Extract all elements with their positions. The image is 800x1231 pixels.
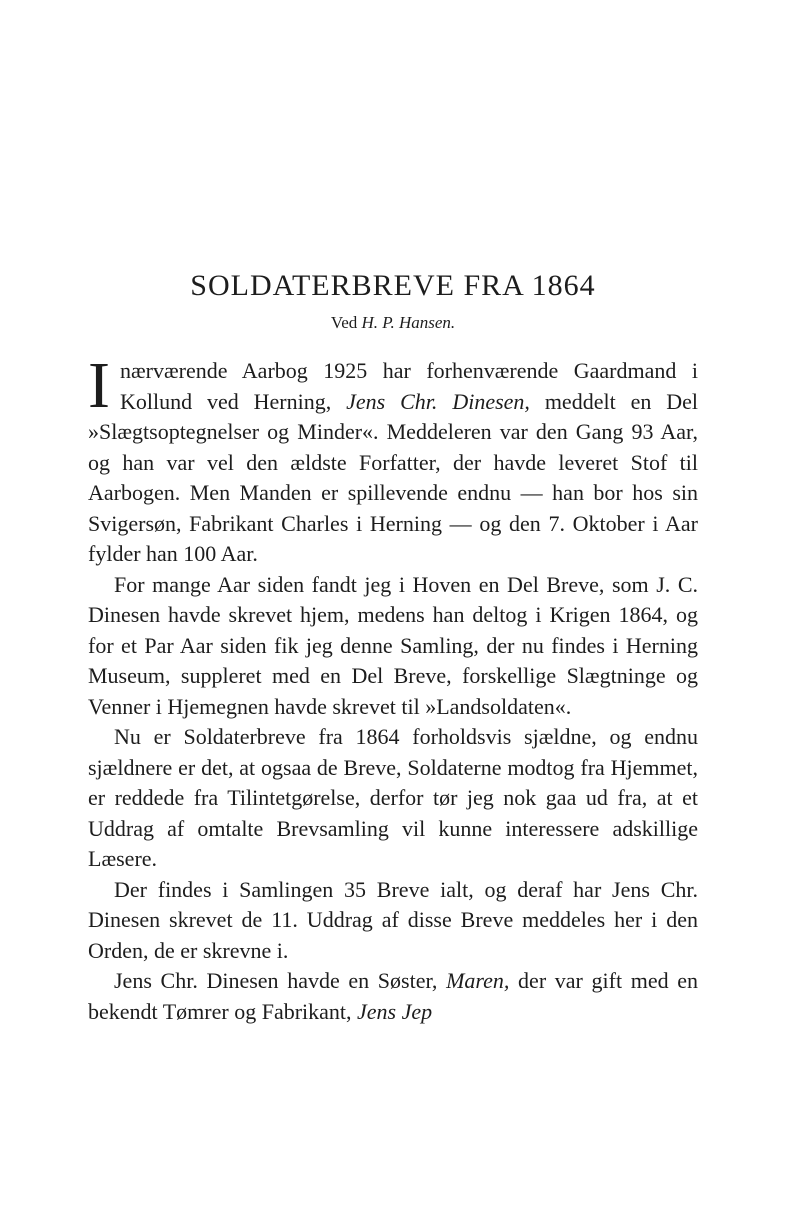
paragraph-5-name-2: Jens Jep (357, 998, 433, 1024)
paragraph-5-text-a: Jens Chr. Dinesen havde en Søster, (114, 968, 447, 993)
byline-author: H. P. Hansen. (361, 313, 456, 332)
document-page (88, 268, 698, 1027)
paragraph-3: Nu er Soldaterbreve fra 1864 forholdsvis sjældne, og endnu sjældnere er det, at ogsaa de Breve, Soldaterne modtog fra Hjemmet, er reddede fra Tilintetgørelse, derfor tør jeg nok gaa ud fra, at et Uddrag af omtalte Brevsamling vil kunne interessere adskillige Læsere. (88, 724, 698, 871)
paragraph-1-text-b: meddelt en Del »Slægtsoptegnelser og Minder«. Meddeleren var den Gang 93 Aar, og han var vel den ældste Forfatter, der havde leveret Stof til Aarbogen. Men Manden er spillevende endnu — han bor hos sin Svigersøn, Fabrikant Charles i Herning — og den 7. Oktober i Aar fylder han 100 Aar. (88, 388, 699, 566)
paragraph-5-text-b: der var gift med en bekendt Tømrer og Fabrikant, (88, 968, 699, 1024)
drop-cap: I (88, 349, 110, 422)
byline-prefix: Ved (330, 313, 358, 332)
article-byline (88, 312, 698, 334)
paragraph-5 (88, 966, 698, 1027)
paragraph-1-text-a: nærværende Aarbog 1925 har forhenværende Gaardmand i Kollund ved Herning, (119, 358, 698, 414)
paragraph-1-name: Jens Chr. Dinesen, (346, 388, 530, 414)
article-title: SOLDATERBREVE FRA 1864 (190, 269, 596, 302)
paragraph-5-name-1: Maren, (446, 968, 510, 993)
paragraph-2: For mange Aar siden fandt jeg i Hoven en Del Breve, som J. C. Dinesen havde skrevet hjem, medens han deltog i Krigen 1864, og for et Par Aar siden fik jeg denne Samling, der nu findes i Herning Museum, suppleret med en Del Breve, forskellige Slægtninge og Venner i Hjemegnen havde skrevet til »Landsoldaten«. (88, 571, 698, 719)
paragraph-1 (88, 349, 699, 570)
paragraph-4: Der findes i Samlingen 35 Breve ialt, og deraf har Jens Chr. Dinesen skrevet de 11. Uddrag af disse Breve meddeles her i den Orden, de er skrevne i. (88, 876, 698, 963)
